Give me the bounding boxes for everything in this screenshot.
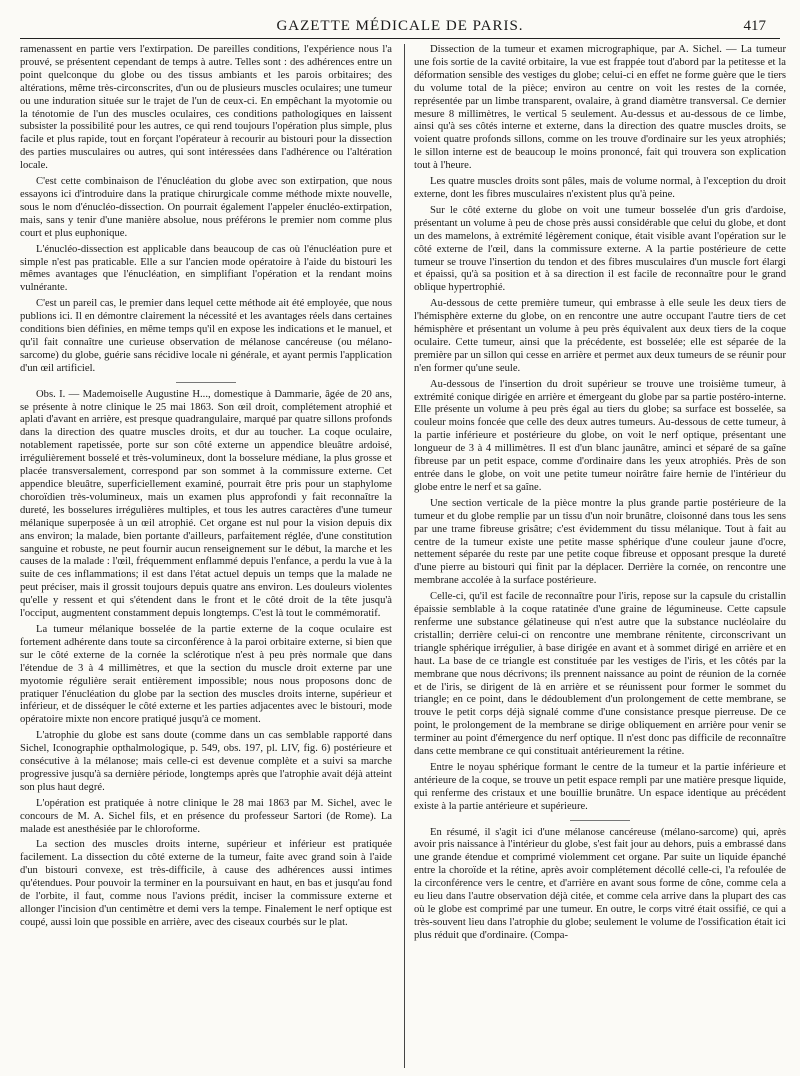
paragraph: L'opération est pratiquée à notre clinique le 28 mai 1863 par M. Sichel, avec le concours de M. A. Sichel fils, et en présence du professeur Sartori (de Rome). La malade est anesthésiée par le chloroforme. xyxy=(20,797,392,835)
paragraph: C'est un pareil cas, le premier dans lequel cette méthode ait été employée, que nous publions ici. Il en démontre clairement la nécessité et les avantages réels dans certaines conditions bien définies, en même temps qu'il en expose les indications et le manuel, et qu'il fait connaître une curieuse observation de mélanose cancéreuse (ou mélano-sarcome) du globe, guérie sans récidive locale ni générale, et ayant permis l'application d'un œil artificiel. xyxy=(20,298,392,374)
journal-title: GAZETTE MÉDICALE DE PARIS. xyxy=(276,18,524,34)
section-separator xyxy=(176,382,236,383)
paragraph: Entre le noyau sphérique formant le centre de la tumeur et la partie inférieure et antérieure de la coque, se trouve un petit espace rempli par une matière presque liquide, qui renferme des cristaux et une bouillie brunâtre. Un espace identique au précédent existe à la partie antérieure et supérieure. xyxy=(414,761,786,812)
right-column xyxy=(414,44,786,1068)
paragraph: La tumeur mélanique bosselée de la partie externe de la coque oculaire est fortement adhérente dans toute sa circonférence à la paroi orbitaire externe, si bien que sur le côté externe de la cornée la sclérotique n'est à peu près normale que dans l'étendue de 3 à 4 millimètres, et que la section du muscle droit externe par une myotomie régulière serait entièrement impossible; nous nous proposons donc de pratiquer l'énucléation du globe par la section des muscles droits interne, supérieur et inférieur, et de disséquer le côté externe et les parties adjacentes avec le bistouri, mode opératoire mixte non encore pratiqué jusqu'à ce moment. xyxy=(20,623,392,726)
section-separator xyxy=(570,820,630,821)
paragraph: Celle-ci, qu'il est facile de reconnaître pour l'iris, repose sur la capsule du cristallin épaissie semblable à la coque ratatinée d'une graine de légumineuse. Cette capsule renferme une substance gélatineuse qui n'est autre que la substance nucléolaire du cristallin; derrière celui-ci on rencontre une membrane rénitente, circonscrivant un triangle sphérique irrégulier, à base dirigée en avant et à sommet dirigé en arrière et en haut. La base de ce triangle est constituée par les vestiges de l'iris, et les côtés par la membrane que nous décrivons; ils prennent naissance au point de réunion de la cornée et de l'iris, se dirigent de là en arrière et se réunissent pour former le sommet du triangle; en ce point, dans le dédoublement d'un prolongement de cette membrane, se trouve le petit corps déjà signalé comme d'une consistance presque pierreuse. De ce point, le prolongement de la membrane se dirige obliquement en arrière pour venir se terminer au point d'émergence du nerf optique. Il n'est donc pas difficile de reconnaître dans cette membrane ce qui constituait antérieurement la rétine. xyxy=(414,591,786,758)
paragraph: L'énucléo-dissection est applicable dans beaucoup de cas où l'énucléation pure et simple n'est pas praticable. Elle a sur l'ancien mode opératoire à l'aide du bistouri les mêmes avantages que l'énucléation, en simplifiant l'opération et la rendant moins vulnérante. xyxy=(20,243,392,294)
paragraph: La section des muscles droits interne, supérieur et inférieur est pratiquée facilement. La dissection du côté externe de la tumeur, faite avec grand soin à l'aide d'un bistouri convexe, est très-difficile, à cause des adhérences aussi intimes qu'étendues. Pour pouvoir la terminer en la poursuivant en haut, en bas et jusqu'au fond de l'orbite, il faut, comme nous l'avions prédit, inciser la commissure externe et allonger l'incision d'un centimètre et demi vers la tempe. Finalement le nerf optique est coupé, aussi loin que possible en arrière, avec des ciseaux courbés sur le plat. xyxy=(20,839,392,928)
page-number: 417 xyxy=(743,18,766,34)
paragraph: Obs. I. — Mademoiselle Augustine H..., domestique à Dammarie, âgée de 20 ans, se présente à notre clinique le 25 mai 1863. Son œil droit, complétement atrophié et aplati d'avant en arrière, est presque quadrangulaire, marqué par quatre sillons profonds dans la direction des quatre muscles droits, et dur au toucher. La coque oculaire, notablement rapetissée, porte sur son côté externe un appendice bleuâtre ardoisé, irrégulièrement bosselé et très-volumineux, dont la bosselure médiane, la plus grosse et placée transversalement, correspond par son sommet à la commissure externe. Cet appendice bleuâtre, superficiellement examiné, pourrait être pris pour un staphylome choroïdien très-volumineux, mais un examen plus approfondi y fait reconnaître la dureté, les bosselures irrégulières multiples, et tous les autres caractères d'une tumeur mélanique superposée à un œil atrophié. Cet organe est nul pour la vision depuis dix ans environ; la malade, bien portante d'ailleurs, parfaitement réglée, d'une constitution sanguine et robuste, ne peut fournir aucun renseignement sur le début, la marche et les causes de la malade : l'œil, fréquemment enflammé depuis l'enfance, a perdu la vue à la suite de ces inflammations; il est dans l'état actuel depuis un temps que la malade ne peut préciser, mais il grossit toujours depuis quatre ans environ. Les douleurs violentes qu'elle y ressent et qui s'étendent dans le front et le côté droit de la tête jusqu'à l'occiput, augmentent constamment depuis longtemps. C'est là tout le commémoratif. xyxy=(20,388,392,620)
paragraph: L'atrophie du globe est sans doute (comme dans un cas semblable rapporté dans Sichel, Iconographie opthalmologique, p. 549, obs. 197, pl. LIV, fig. 6) postérieure et consécutive à la mélanose; mais celle-ci est devenue complète et a suivi sa marche progressive jusqu'à sa dernière période, longtemps après que l'atrophie avait déjà atteint son plus haut degré. xyxy=(20,730,392,793)
paragraph: En résumé, il s'agit ici d'une mélanose cancéreuse (mélano-sarcome) qui, après avoir pris naissance à l'intérieur du globe, s'est fait jour au dehors, puis a embrassé dans une grande étendue et comprimé violemment cet organe. Par suite un liquide épanché entre la choroïde et la rétine, après avoir complétement décollé celle-ci, l'a refoulée de la circonférence vers le centre, et d'arrière en avant sous forme de cône, comme cela a eu lieu dans l'autre observation déjà citée, et comme cela arrive dans la plupart des cas où le globe est comprimé par une tumeur. En outre, le corps vitré était ossifié, ce qui a très-souvent lieu dans l'atrophie du globe; seulement le volume de l'ossification était ici plus réduit que d'ordinaire. (Compa- xyxy=(414,826,786,941)
column-divider xyxy=(404,44,405,1068)
paragraph: Dissection de la tumeur et examen micrographique, par A. Sichel. — La tumeur une fois sortie de la cavité orbitaire, la vue est frappée tout d'abord par la petitesse et la déformation sensible des vestiges du globe; celui-ci en effet ne forme guère que le tiers du volume total de la pièce; environ au centre on voit les restes de la cornée, représentée par un limbe transparent, ovalaire, à grand diamètre transversal. Ce dernier mesure 8 millimètres, le vertical 5 seulement. Au-dessus et au-dessous de ce limbe, ainsi qu'à ses côtés interne et externe, dans la direction des quatre muscles droits, se voient quatre profonds sillons, comme on les trouve d'ordinaire sur les yeux atrophiés; le sillon interne est de beaucoup le moins prononcé, fait qui trouvera son explication tout à l'heure. xyxy=(414,44,786,172)
paragraph: Sur le côté externe du globe on voit une tumeur bosselée d'un gris d'ardoise, présentant un volume à peu de chose près aussi considérable que celui du globe, et dont un des mamelons, à extrémité légèrement conique, était visible avant l'opération sur le côté externe de l'œil, dans la commissure externe. A la partie postérieure de cette tumeur se trouve l'insertion du tendon et des fibres musculaires d'un muscle fort élargi et épaissi, qu'à sa position et à sa direction il est facile de reconnaître pour le grand oblique hypertrophié. xyxy=(414,204,786,294)
page-header xyxy=(20,12,780,36)
paragraph: Une section verticale de la pièce montre la plus grande partie postérieure de la tumeur et du globe remplie par un tissu d'un noir brunâtre, cloisonné dans tous les sens par une trame fibreuse grisâtre; c'est évidemment du tissu mélanique. Tout à fait au centre de la tumeur existe une petite masse sphérique d'une couleur jaune d'ocre, nettement séparée du reste par une petite coque fibreuse et opposant presque la dureté d'une pierre au bistouri qui finit par la déplacer. Derrière la cornée, on rencontre une membrane accolée à la surface postérieure. xyxy=(414,497,786,587)
left-column xyxy=(20,44,392,1068)
paragraph: Au-dessous de cette première tumeur, qui embrasse à elle seule les deux tiers de l'hémisphère externe du globe, on en rencontre une autre occupant l'autre tiers de cet hémisphère et présentant un volume à peu près équivalent aux deux tiers de la coque oculaire. Cette tumeur, ainsi que la précédente, est bosselée; elle est séparée de la première par un sillon qui cesse en arrière et permet aux deux tumeurs de se réunir pour n'en former qu'une seule. xyxy=(414,298,786,374)
paragraph: Au-dessous de l'insertion du droit supérieur se trouve une troisième tumeur, à extrémité conique dirigée en arrière et émergeant du globe par sa partie postéro-interne. Elle présente un volume à peu près égal au tiers du globe; sa surface est bosselée, sa couleur moins foncée que celle des deux autres tumeurs. Au-dessous de cette tumeur, à la partie inférieure et postérieure du globe, on voit le nerf optique, présentant une longueur de 3 à 4 millimètres. Il est d'un blanc jaunâtre, aminci et séparé de sa gaîne fibreuse par un petit espace, comme d'ordinaire dans les yeux atrophiés. Près de son entrée dans le globe, on voit une petite tumeur noirâtre faire hernie de l'intérieur du globe entre le nerf et sa gaîne. xyxy=(414,378,786,493)
paragraph: Les quatre muscles droits sont pâles, mais de volume normal, à l'exception du droit externe, dont les fibres musculaires n'existent plus qu'à peine. xyxy=(414,176,786,200)
paragraph: ramenassent en partie vers l'extirpation. De pareilles conditions, l'expérience nous l'a prouvé, se présentent cependant de temps à autre. Telles sont : des adhérences entre un point quelconque du globe ou des tissus ambiants et les parois orbitaires; des altérations, même très-circonscrites, d'un ou de plusieurs muscles oculaires; une tumeur ou une induration située sur le trajet de l'un de ceux-ci. En empêchant la myotomie ou la ténotomie de l'un des muscles oculaires, ces conditions pathologiques en laissent subsister la possibilité pour les autres, ce qui rend toujours l'opération plus simple, plus facile et plus rapide, tout en forçant l'opérateur à recourir au bistouri pour la dissection des parties musculaires ou autres, qui sont intéressées dans l'adhérence ou l'altération locale. xyxy=(20,44,392,172)
paragraph: C'est cette combinaison de l'énucléation du globe avec son extirpation, que nous essayons ici d'introduire dans la pratique chirurgicale comme méthode mixte nouvelle, sous le nom d'énucléo-dissection. On pourrait également l'appeler énucléo-extirpation, mais, sans y tenir d'une manière absolue, nous préférons le premier nom comme plus court et plus euphonique. xyxy=(20,176,392,239)
header-rule xyxy=(20,38,780,39)
